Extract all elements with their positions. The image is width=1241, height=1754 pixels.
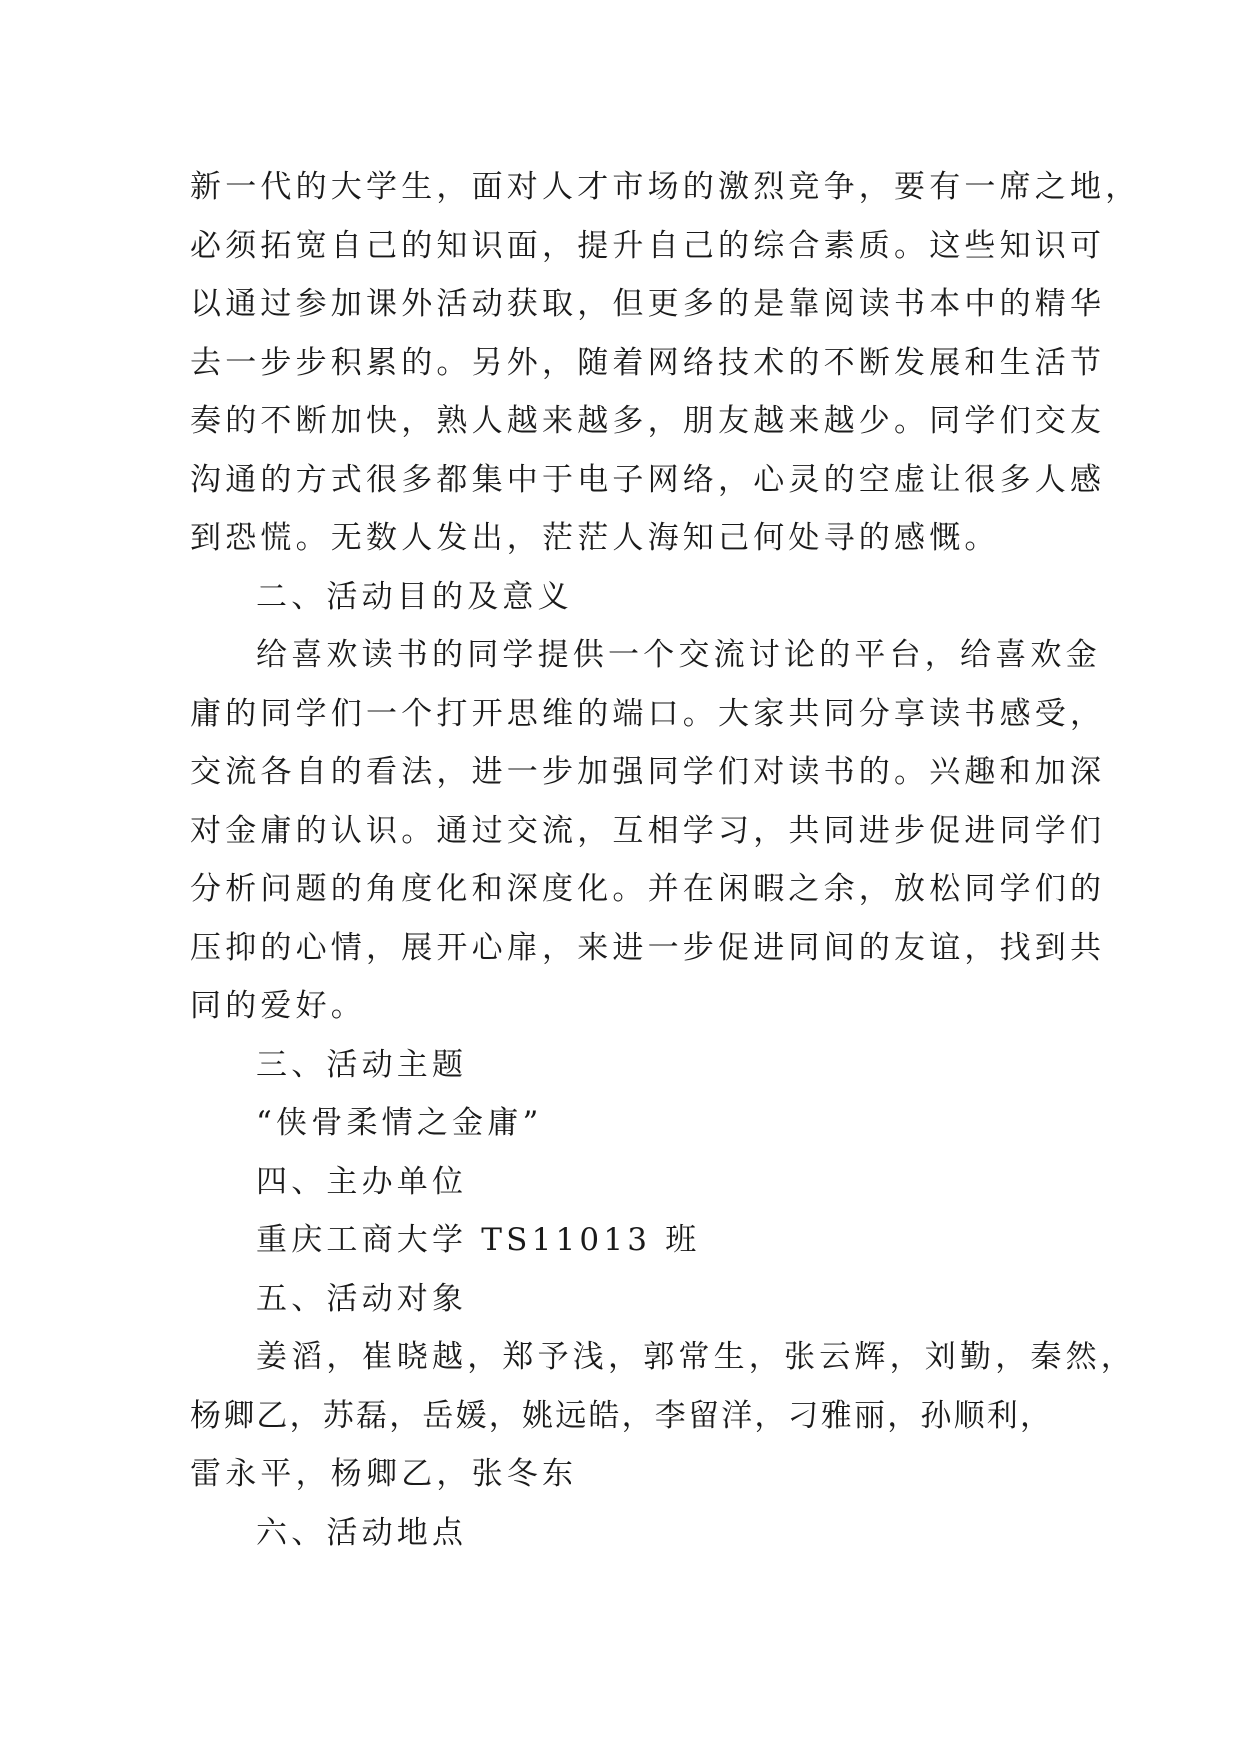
activity-theme: “侠骨柔情之金庸”	[256, 1105, 543, 1141]
paragraph-line: 以通过参加课外活动获取，但更多的是靠阅读书本中的精华	[190, 286, 1106, 322]
participants-line: 雷永平，杨卿乙，张冬东	[190, 1456, 578, 1492]
paragraph-line: 分析问题的角度化和深度化。并在闲暇之余，放松同学们的	[190, 871, 1106, 907]
paragraph-line: 同的爱好。	[190, 988, 366, 1024]
section-heading: 二、活动目的及意义	[256, 578, 573, 615]
paragraph-line: 给喜欢读书的同学提供一个交流讨论的平台，给喜欢金	[256, 637, 1101, 673]
paragraph-line: 去一步步积累的。另外，随着网络技术的不断发展和生活节	[190, 344, 1106, 381]
paragraph-line: 交流各自的看法，进一步加强同学们对读书的。兴趣和加深	[190, 754, 1106, 790]
paragraph-line: 沟通的方式很多都集中于电子网络，心灵的空虚让很多人感	[190, 461, 1106, 498]
section-heading: 三、活动主题	[256, 1046, 468, 1083]
section-heading: 六、活动地点	[256, 1514, 468, 1551]
section-heading: 四、主办单位	[256, 1163, 468, 1200]
document-body	[190, 158, 1141, 1562]
paragraph-line: 对金庸的认识。通过交流，互相学习，共同进步促进同学们	[190, 812, 1106, 849]
section-heading: 五、活动对象	[256, 1280, 468, 1317]
participants-line: 姜滔，崔晓越，郑予浅，郭常生，张云辉，刘勤，秦然，	[256, 1339, 1136, 1375]
paragraph-line: 新一代的大学生，面对人才市场的激烈竞争，要有一席之地，	[190, 169, 1141, 205]
organizer: 重庆工商大学 TS11013 班	[256, 1222, 701, 1258]
participants-line: 杨卿乙，苏磊，岳媛，姚远皓，李留洋，刁雅丽，孙顺利，	[190, 1397, 1054, 1434]
paragraph-line: 压抑的心情，展开心扉，来进一步促进同间的友谊，找到共	[190, 929, 1106, 966]
paragraph-line: 奏的不断加快，熟人越来越多，朋友越来越少。同学们交友	[190, 403, 1106, 439]
paragraph-line: 到恐慌。无数人发出，茫茫人海知己何处寻的感慨。	[190, 520, 1000, 556]
paragraph-line: 必须拓宽自己的知识面，提升自己的综合素质。这些知识可	[190, 227, 1106, 264]
paragraph-line: 庸的同学们一个打开思维的端口。大家共同分享读书感受，	[190, 695, 1106, 732]
